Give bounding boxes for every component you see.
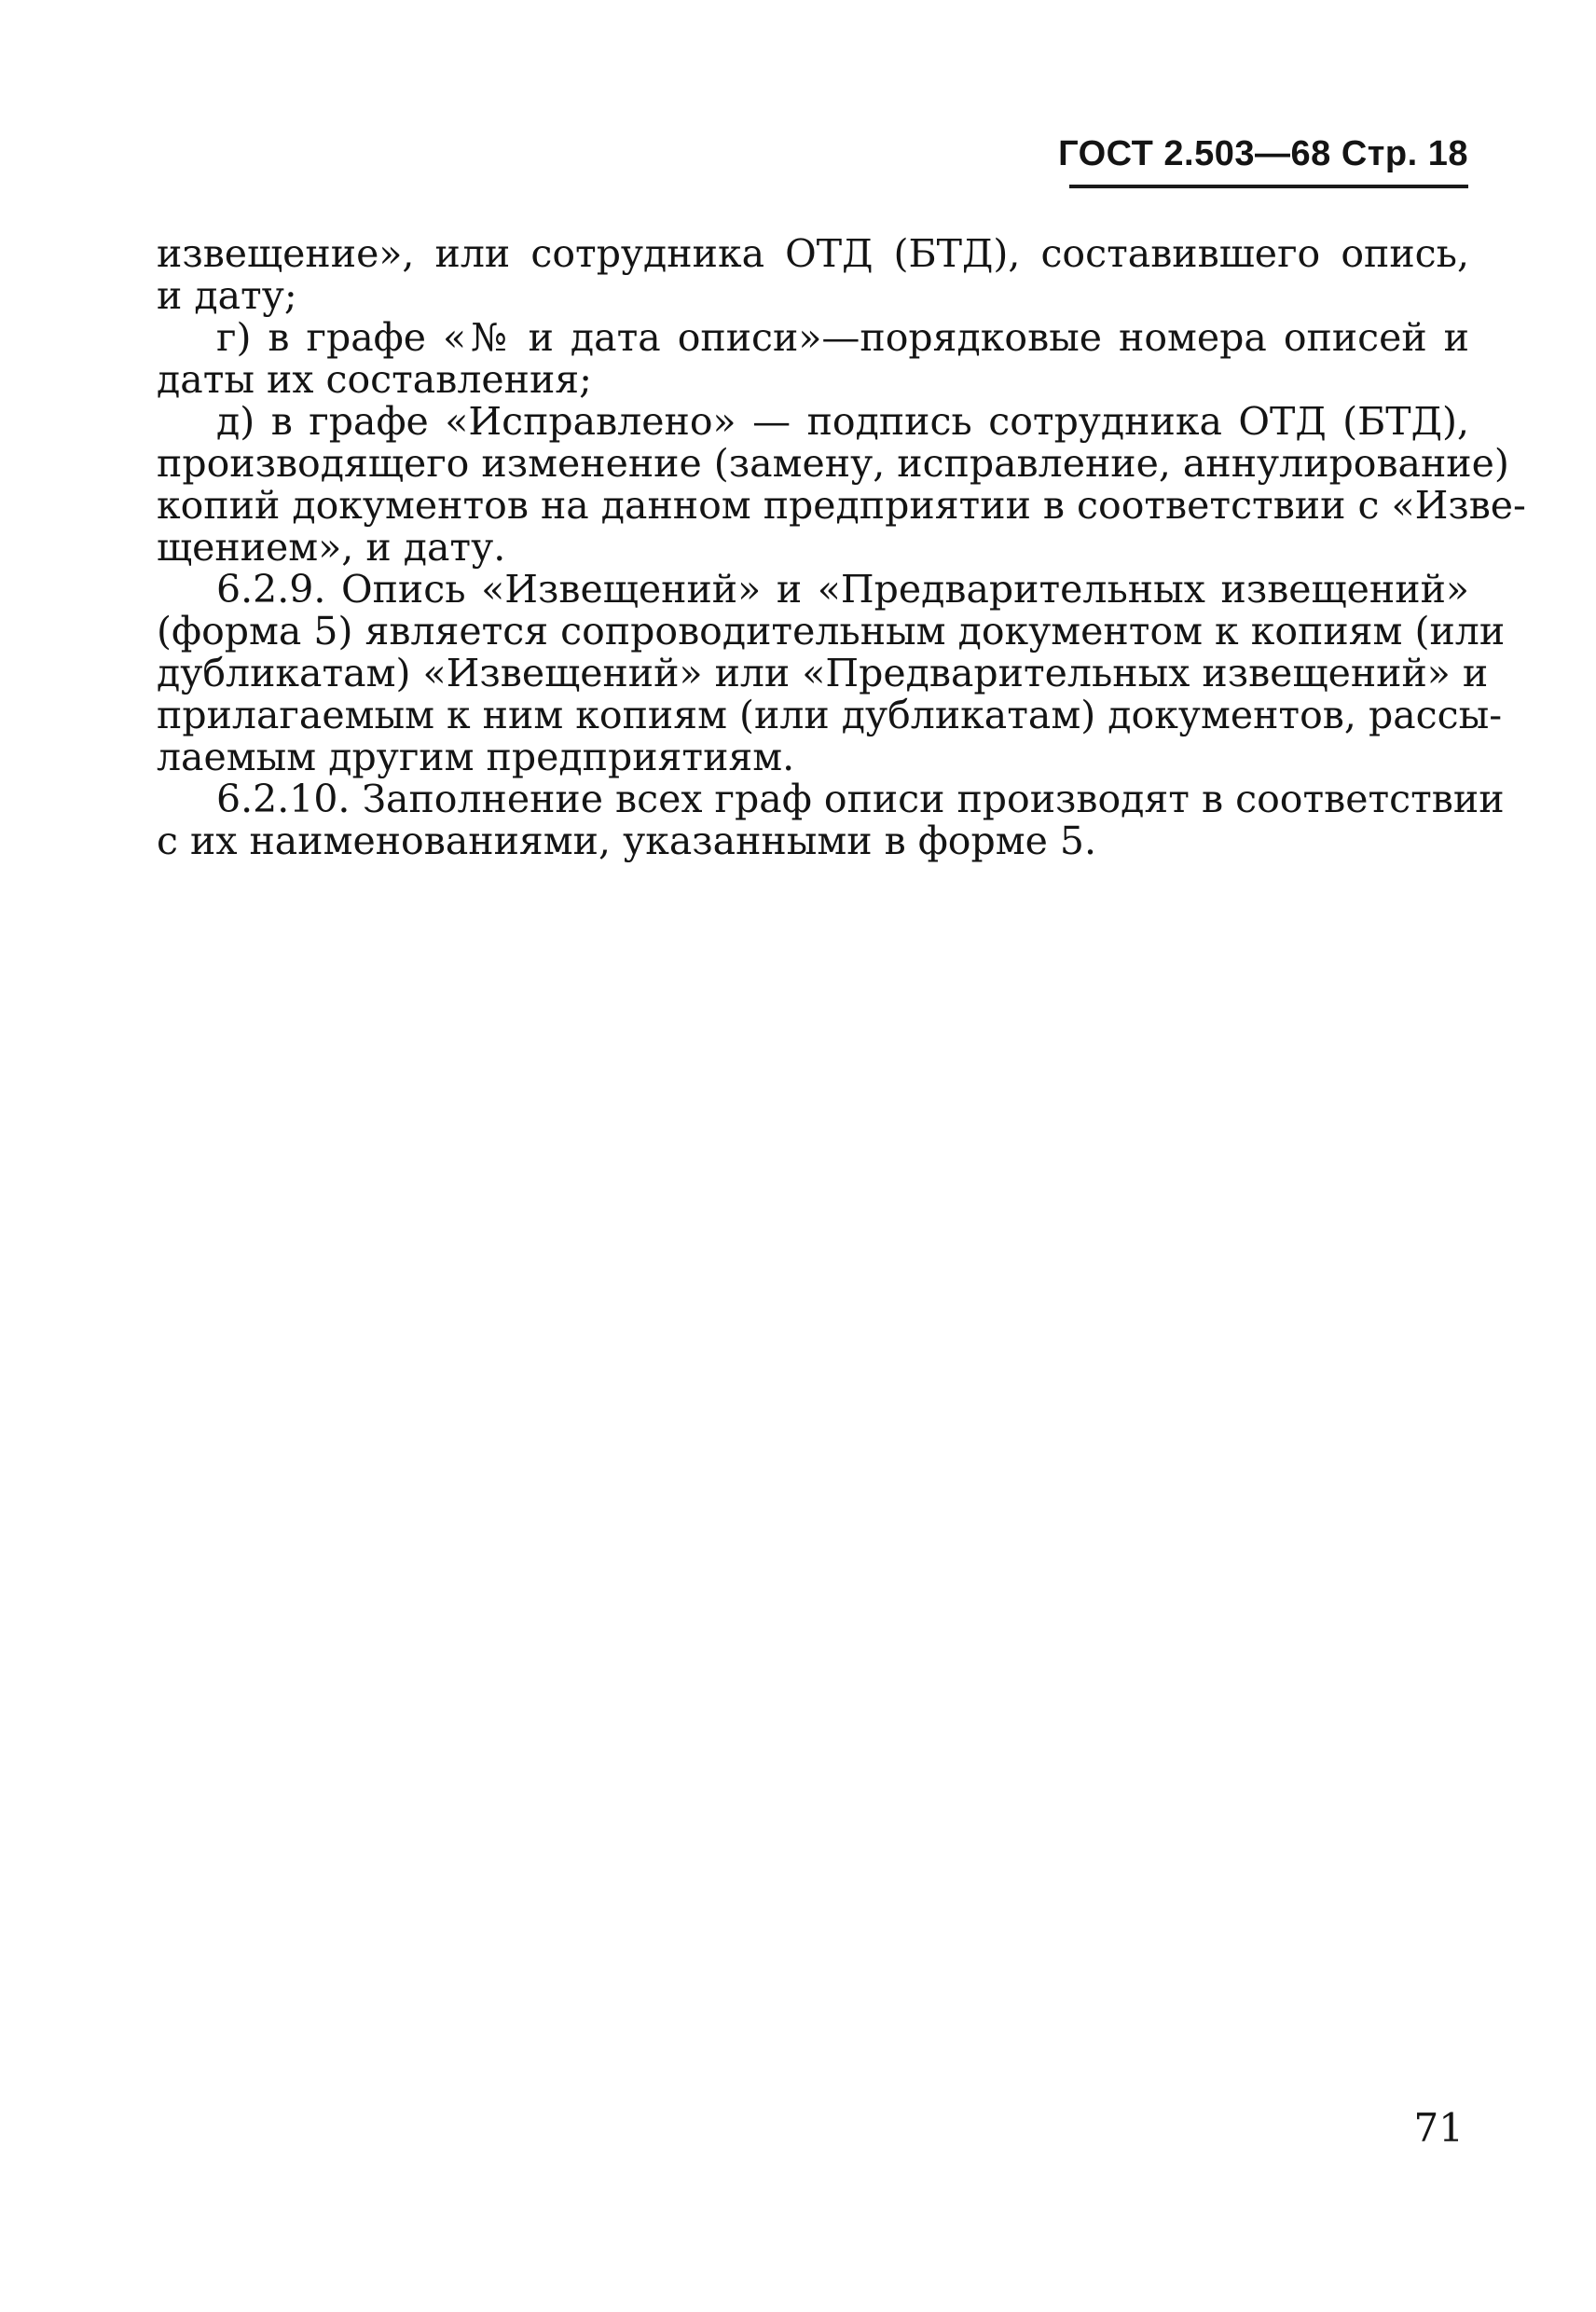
text-line: производящего изменение (замену, исправление, аннулирование): [157, 441, 1509, 486]
page-header: [1058, 127, 1468, 186]
text-line: копий документов на данном предприятии в соответствии с «Изве-: [157, 483, 1526, 528]
standard-reference: ГОСТ 2.503—68 Стр. 18: [1058, 134, 1468, 173]
text-line: и дату;: [157, 273, 297, 318]
text-line: 6.2.9. Опись «Извещений» и «Предварительных извещений»: [216, 567, 1469, 612]
text-line: даты их составления;: [157, 357, 592, 402]
text-line: щением», и дату.: [157, 525, 506, 570]
text-line: 6.2.10. Заполнение всех граф описи производят в соответствии: [216, 777, 1505, 821]
text-line: (форма 5) является сопроводительным документом к копиям (или: [157, 609, 1506, 654]
text-line: лаемым другим предприятиям.: [157, 735, 795, 779]
text-line: извещение», или сотрудника ОТД (БТД), составившего опись,: [157, 231, 1469, 276]
text-line: с их наименованиями, указанными в форме 5.: [157, 819, 1097, 863]
page-number: 71: [1413, 2105, 1464, 2151]
text-line: г) в графе «№ и дата описи»—порядковые номера описей и: [216, 315, 1469, 360]
header-rule: [1069, 185, 1468, 188]
text-line: дубликатам) «Извещений» или «Предварительных извещений» и: [157, 651, 1489, 695]
text-line: прилагаемым к ним копиям (или дубликатам) документов, рассы-: [157, 693, 1503, 737]
document-body: [157, 231, 1526, 863]
text-line: д) в графе «Исправлено» — подпись сотрудника ОТД (БТД),: [216, 399, 1469, 444]
